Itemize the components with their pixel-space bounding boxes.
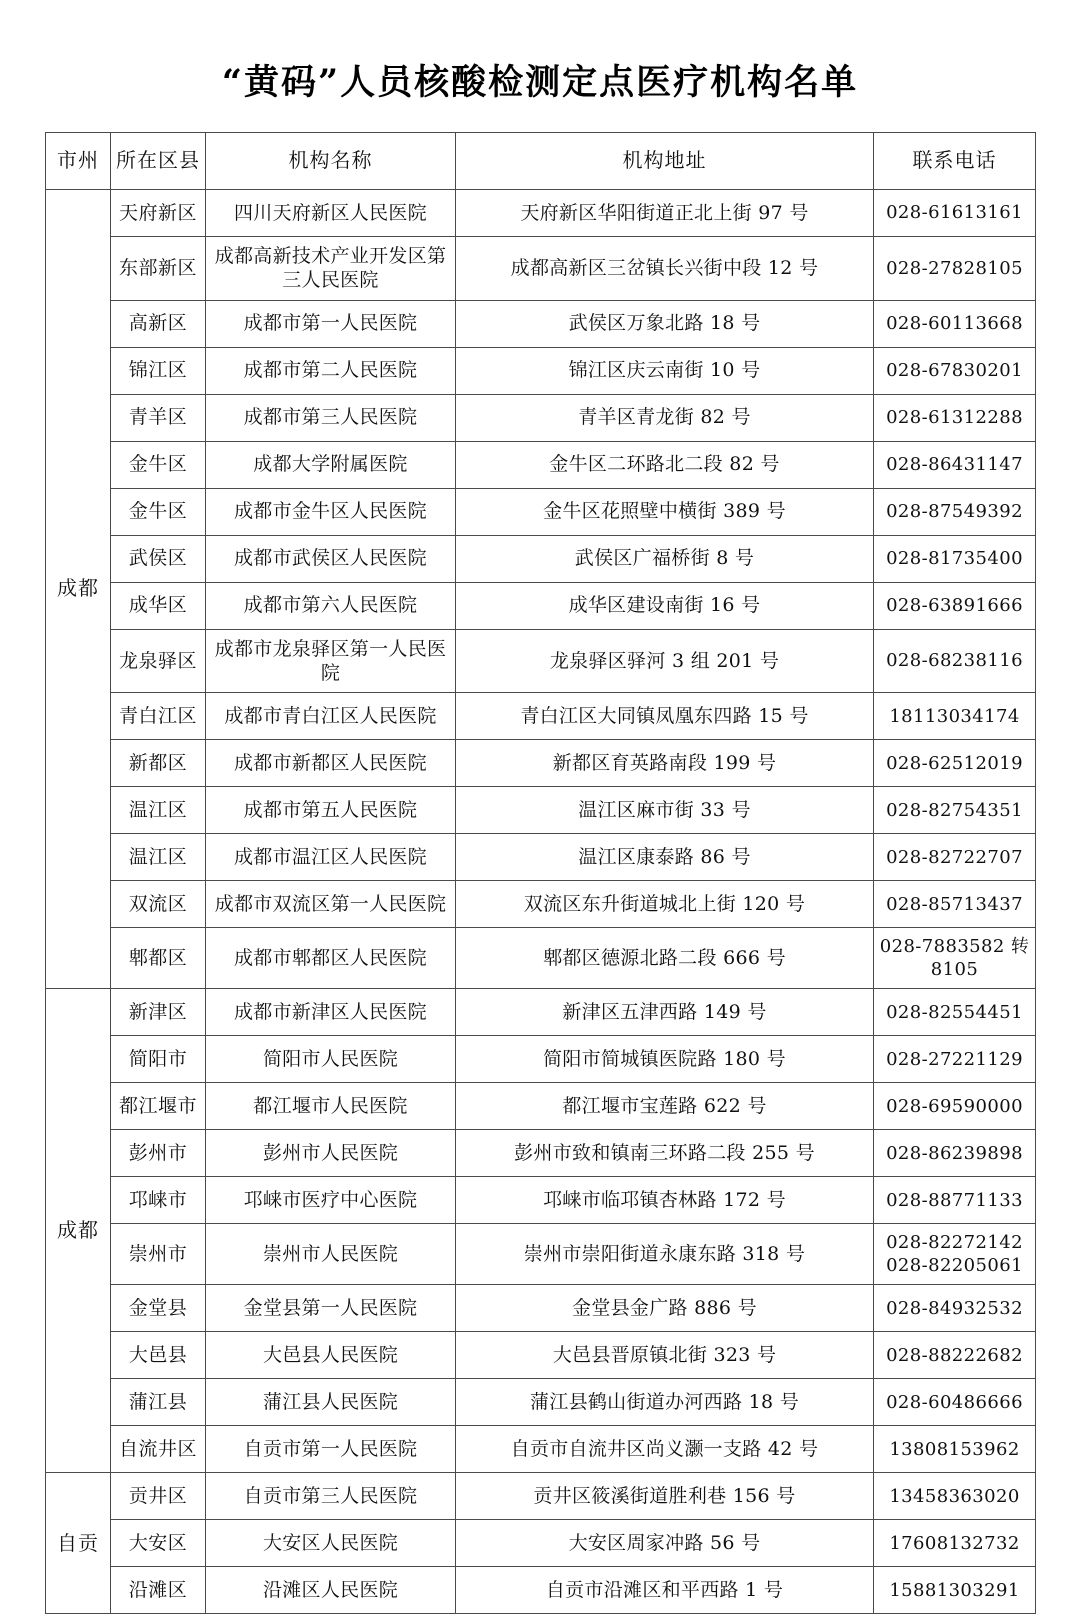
- phone-number: 028-27221129: [886, 1048, 1023, 1070]
- phone-number: 028-63891666: [886, 595, 1023, 617]
- phone-number: 18113034174: [889, 705, 1020, 727]
- cell-district: 温江区: [111, 834, 206, 881]
- cell-district: 彭州市: [111, 1130, 206, 1177]
- cell-district: 大安区: [111, 1520, 206, 1567]
- cell-institution-name: 成都市新都区人民医院: [206, 740, 456, 787]
- cell-institution-name: 大安区人民医院: [206, 1520, 456, 1567]
- cell-district: 大邑县: [111, 1332, 206, 1379]
- cell-institution-address: 成华区建设南街 16 号: [456, 582, 874, 629]
- phone-number: 028-82754351: [886, 799, 1023, 821]
- cell-institution-name: 成都市第三人民医院: [206, 394, 456, 441]
- cell-institution-address: 金堂县金广路 886 号: [456, 1285, 874, 1332]
- cell-institution-name: 成都市青白江区人民医院: [206, 693, 456, 740]
- table-body: [46, 190, 1036, 1614]
- cell-district: 温江区: [111, 787, 206, 834]
- table-container: [45, 104, 1035, 1614]
- cell-institution-address: 天府新区华阳街道正北上街 97 号: [456, 190, 874, 237]
- cell-institution-address: 青羊区青龙街 82 号: [456, 394, 874, 441]
- cell-district: 新津区: [111, 989, 206, 1036]
- table-row: [46, 347, 1036, 394]
- cell-institution-address: 崇州市崇阳街道永康东路 318 号: [456, 1224, 874, 1285]
- cell-institution-name: 成都市第六人民医院: [206, 582, 456, 629]
- table-row: [46, 629, 1036, 693]
- cell-institution-name: 成都市双流区第一人民医院: [206, 881, 456, 928]
- table-row: [46, 1224, 1036, 1285]
- phone-number: 028-88222682: [886, 1344, 1023, 1366]
- cell-institution-name: 成都市第二人民医院: [206, 347, 456, 394]
- phone-number: 028-69590000: [886, 1095, 1023, 1117]
- phone-number: 028-61312288: [886, 407, 1023, 429]
- cell-institution-address: 自贡市沿滩区和平西路 1 号: [456, 1567, 874, 1614]
- cell-institution-name: 自贡市第一人民医院: [206, 1426, 456, 1473]
- cell-contact-phone: [874, 190, 1036, 237]
- column-header-contact-phone: 联系电话: [874, 133, 1036, 190]
- cell-district: 自流井区: [111, 1426, 206, 1473]
- cell-institution-name: 成都大学附属医院: [206, 441, 456, 488]
- table-row: [46, 1379, 1036, 1426]
- cell-institution-name: 成都市第五人民医院: [206, 787, 456, 834]
- table-row: [46, 989, 1036, 1036]
- cell-institution-name: 蒲江县人民医院: [206, 1379, 456, 1426]
- cell-contact-phone: [874, 693, 1036, 740]
- cell-institution-name: 邛崃市医疗中心医院: [206, 1177, 456, 1224]
- cell-contact-phone: [874, 1426, 1036, 1473]
- phone-number: 028-81735400: [886, 548, 1023, 570]
- cell-district: 新都区: [111, 740, 206, 787]
- cell-contact-phone: [874, 787, 1036, 834]
- cell-institution-name: 成都市郫都区人民医院: [206, 928, 456, 989]
- cell-contact-phone: [874, 629, 1036, 693]
- cell-institution-name: 金堂县第一人民医院: [206, 1285, 456, 1332]
- phone-number: 028-82722707: [886, 846, 1023, 868]
- cell-institution-name: 都江堰市人民医院: [206, 1083, 456, 1130]
- cell-contact-phone: [874, 834, 1036, 881]
- cell-institution-address: 青白江区大同镇凤凰东四路 15 号: [456, 693, 874, 740]
- cell-contact-phone: [874, 1473, 1036, 1520]
- cell-district: 锦江区: [111, 347, 206, 394]
- table-header-row: [46, 133, 1036, 190]
- cell-district: 金牛区: [111, 488, 206, 535]
- cell-city: 成都: [46, 190, 111, 989]
- cell-institution-address: 武侯区万象北路 18 号: [456, 300, 874, 347]
- cell-institution-name: 成都市龙泉驿区第一人民医院: [206, 629, 456, 693]
- cell-city: 成都: [46, 989, 111, 1473]
- phone-number: 028-87549392: [886, 501, 1023, 523]
- cell-district: 金堂县: [111, 1285, 206, 1332]
- cell-district: 青羊区: [111, 394, 206, 441]
- phone-number: 028-86239898: [886, 1142, 1023, 1164]
- cell-district: 郫都区: [111, 928, 206, 989]
- table-row: [46, 1426, 1036, 1473]
- phone-number: 17608132732: [889, 1532, 1020, 1554]
- phone-number: 028-7883582 转 8105: [879, 936, 1030, 981]
- cell-institution-name: 成都市武侯区人民医院: [206, 535, 456, 582]
- cell-institution-address: 郫都区德源北路二段 666 号: [456, 928, 874, 989]
- cell-institution-address: 龙泉驿区驿河 3 组 201 号: [456, 629, 874, 693]
- table-row: [46, 394, 1036, 441]
- cell-contact-phone: [874, 535, 1036, 582]
- phone-number: 028-82272142: [886, 1232, 1023, 1254]
- column-header-city: 市州: [46, 133, 111, 190]
- cell-institution-address: 金牛区二环路北二段 82 号: [456, 441, 874, 488]
- cell-institution-address: 蒲江县鹤山街道办河西路 18 号: [456, 1379, 874, 1426]
- cell-contact-phone: [874, 1177, 1036, 1224]
- column-header-district: 所在区县: [111, 133, 206, 190]
- cell-district: 东部新区: [111, 237, 206, 301]
- phone-number: 028-60113668: [886, 313, 1023, 335]
- phone-number: 028-86431147: [886, 454, 1023, 476]
- table-row: [46, 881, 1036, 928]
- phone-number: 028-61613161: [886, 202, 1023, 224]
- phone-number: 15881303291: [889, 1579, 1020, 1601]
- cell-contact-phone: [874, 1332, 1036, 1379]
- table-row: [46, 582, 1036, 629]
- cell-city: 自贡: [46, 1473, 111, 1614]
- cell-institution-name: 成都市第一人民医院: [206, 300, 456, 347]
- cell-contact-phone: [874, 1379, 1036, 1426]
- cell-institution-address: 彭州市致和镇南三环路二段 255 号: [456, 1130, 874, 1177]
- cell-institution-address: 新都区育英路南段 199 号: [456, 740, 874, 787]
- cell-institution-name: 成都市温江区人民医院: [206, 834, 456, 881]
- table-row: [46, 1083, 1036, 1130]
- cell-contact-phone: [874, 237, 1036, 301]
- cell-institution-name: 自贡市第三人民医院: [206, 1473, 456, 1520]
- table-row: [46, 1332, 1036, 1379]
- table-row: [46, 1130, 1036, 1177]
- table-row: [46, 1473, 1036, 1520]
- table-row: [46, 1285, 1036, 1332]
- table-row: [46, 237, 1036, 301]
- table-row: [46, 928, 1036, 989]
- cell-institution-address: 大安区周家冲路 56 号: [456, 1520, 874, 1567]
- column-header-institution-address: 机构地址: [456, 133, 874, 190]
- cell-contact-phone: [874, 582, 1036, 629]
- table-row: [46, 300, 1036, 347]
- column-header-institution-name: 机构名称: [206, 133, 456, 190]
- cell-contact-phone: [874, 1285, 1036, 1332]
- cell-institution-address: 金牛区花照壁中横街 389 号: [456, 488, 874, 535]
- table-row: [46, 1036, 1036, 1083]
- cell-district: 邛崃市: [111, 1177, 206, 1224]
- cell-contact-phone: [874, 740, 1036, 787]
- phone-number: 13808153962: [889, 1438, 1020, 1460]
- cell-institution-name: 成都市新津区人民医院: [206, 989, 456, 1036]
- cell-contact-phone: [874, 347, 1036, 394]
- cell-contact-phone: [874, 441, 1036, 488]
- cell-institution-address: 都江堰市宝莲路 622 号: [456, 1083, 874, 1130]
- cell-institution-name: 成都高新技术产业开发区第三人民医院: [206, 237, 456, 301]
- cell-institution-address: 温江区麻市街 33 号: [456, 787, 874, 834]
- cell-contact-phone: [874, 1224, 1036, 1285]
- cell-district: 贡井区: [111, 1473, 206, 1520]
- cell-institution-name: 成都市金牛区人民医院: [206, 488, 456, 535]
- table-row: [46, 535, 1036, 582]
- phone-number: 028-60486666: [886, 1391, 1023, 1413]
- medical-institutions-table: [45, 132, 1036, 1614]
- cell-institution-name: 简阳市人民医院: [206, 1036, 456, 1083]
- table-row: [46, 693, 1036, 740]
- table-row: [46, 834, 1036, 881]
- cell-district: 金牛区: [111, 441, 206, 488]
- cell-district: 简阳市: [111, 1036, 206, 1083]
- cell-district: 青白江区: [111, 693, 206, 740]
- table-row: [46, 441, 1036, 488]
- table-row: [46, 1567, 1036, 1614]
- cell-district: 高新区: [111, 300, 206, 347]
- cell-institution-address: 自贡市自流井区尚义灏一支路 42 号: [456, 1426, 874, 1473]
- cell-institution-address: 贡井区筱溪街道胜利巷 156 号: [456, 1473, 874, 1520]
- cell-contact-phone: [874, 1567, 1036, 1614]
- cell-contact-phone: [874, 1083, 1036, 1130]
- cell-institution-address: 双流区东升街道城北上街 120 号: [456, 881, 874, 928]
- cell-institution-address: 温江区康泰路 86 号: [456, 834, 874, 881]
- table-header: [46, 133, 1036, 190]
- cell-institution-address: 成都高新区三岔镇长兴街中段 12 号: [456, 237, 874, 301]
- cell-district: 龙泉驿区: [111, 629, 206, 693]
- phone-number: 028-27828105: [886, 257, 1023, 279]
- table-row: [46, 740, 1036, 787]
- table-row: [46, 190, 1036, 237]
- phone-number: 028-82205061: [886, 1255, 1023, 1277]
- cell-district: 天府新区: [111, 190, 206, 237]
- table-row: [46, 787, 1036, 834]
- phone-number: 028-85713437: [886, 893, 1023, 915]
- cell-contact-phone: [874, 300, 1036, 347]
- cell-institution-name: 四川天府新区人民医院: [206, 190, 456, 237]
- cell-institution-address: 武侯区广福桥街 8 号: [456, 535, 874, 582]
- cell-contact-phone: [874, 1130, 1036, 1177]
- cell-institution-address: 简阳市简城镇医院路 180 号: [456, 1036, 874, 1083]
- phone-number: 028-68238116: [886, 650, 1023, 672]
- phone-number: 13458363020: [889, 1485, 1020, 1507]
- cell-contact-phone: [874, 1036, 1036, 1083]
- phone-number: 028-84932532: [886, 1297, 1023, 1319]
- cell-district: 蒲江县: [111, 1379, 206, 1426]
- cell-contact-phone: [874, 928, 1036, 989]
- phone-number: 028-62512019: [886, 752, 1023, 774]
- cell-institution-address: 邛崃市临邛镇杏林路 172 号: [456, 1177, 874, 1224]
- table-row: [46, 1177, 1036, 1224]
- cell-institution-address: 大邑县晋原镇北街 323 号: [456, 1332, 874, 1379]
- cell-district: 武侯区: [111, 535, 206, 582]
- cell-contact-phone: [874, 394, 1036, 441]
- cell-institution-address: 锦江区庆云南街 10 号: [456, 347, 874, 394]
- cell-institution-name: 沿滩区人民医院: [206, 1567, 456, 1614]
- cell-institution-name: 彭州市人民医院: [206, 1130, 456, 1177]
- cell-contact-phone: [874, 881, 1036, 928]
- cell-contact-phone: [874, 488, 1036, 535]
- cell-contact-phone: [874, 989, 1036, 1036]
- phone-number: 028-88771133: [886, 1189, 1023, 1211]
- cell-district: 都江堰市: [111, 1083, 206, 1130]
- cell-district: 崇州市: [111, 1224, 206, 1285]
- table-row: [46, 488, 1036, 535]
- cell-institution-name: 崇州市人民医院: [206, 1224, 456, 1285]
- cell-institution-address: 新津区五津西路 149 号: [456, 989, 874, 1036]
- cell-district: 沿滩区: [111, 1567, 206, 1614]
- phone-number: 028-67830201: [886, 360, 1023, 382]
- page-title: “黄码”人员核酸检测定点医疗机构名单: [221, 62, 859, 103]
- cell-institution-name: 大邑县人民医院: [206, 1332, 456, 1379]
- phone-number: 028-82554451: [886, 1001, 1023, 1023]
- cell-district: 成华区: [111, 582, 206, 629]
- cell-district: 双流区: [111, 881, 206, 928]
